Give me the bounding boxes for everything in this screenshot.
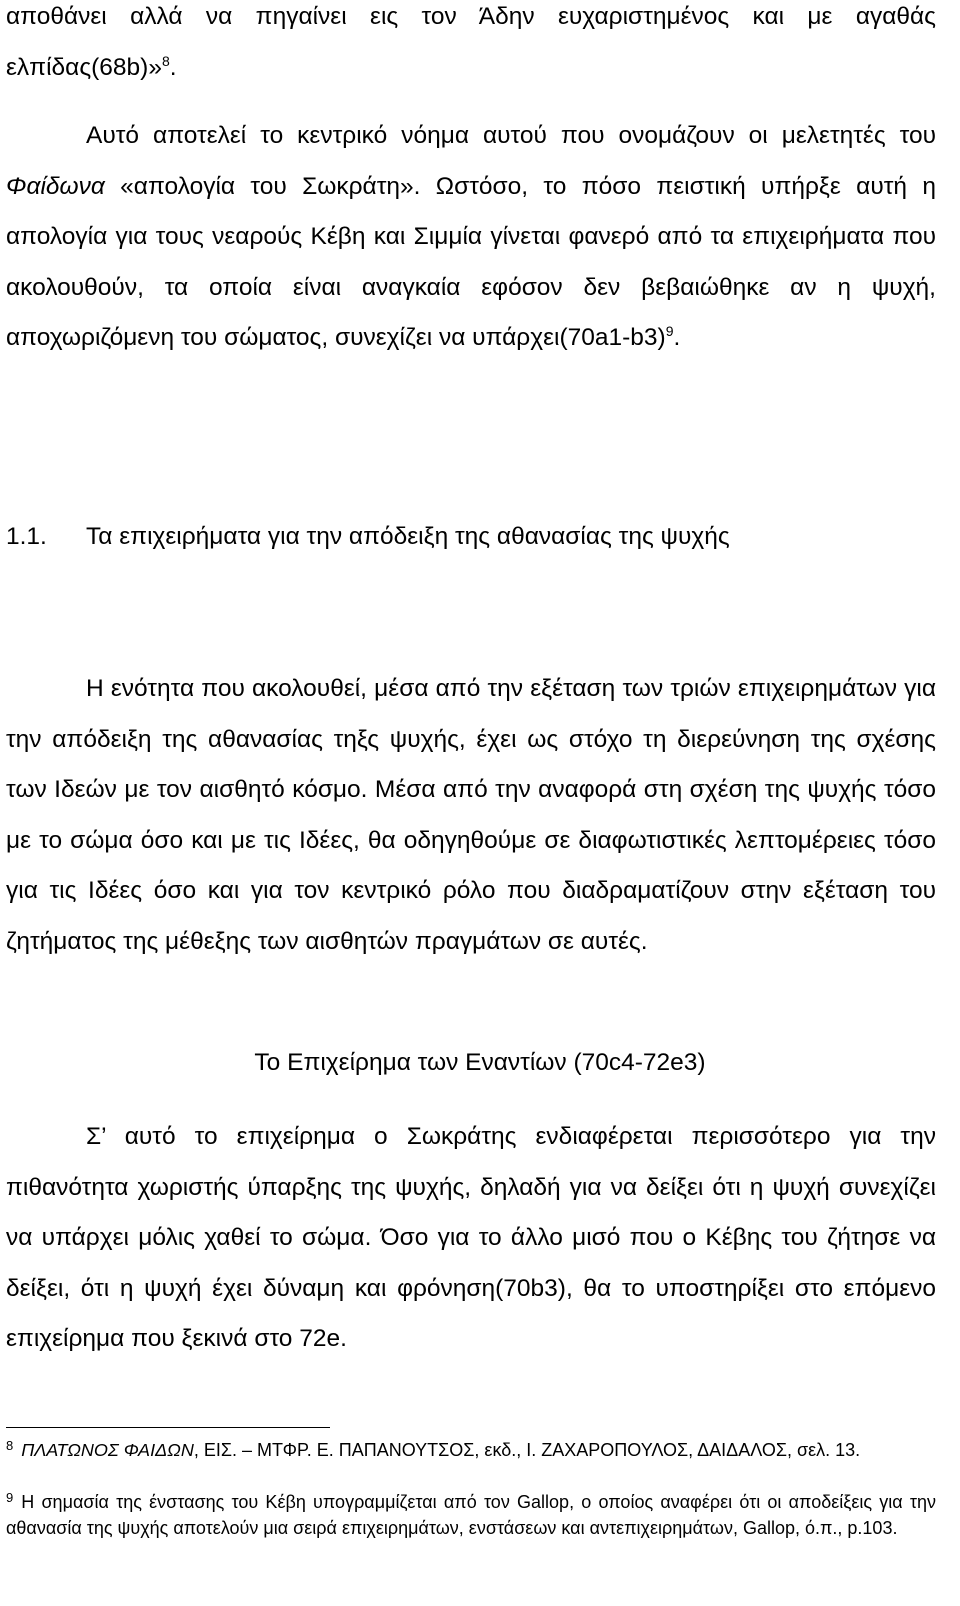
section-heading bbox=[6, 521, 936, 553]
footnote-ref-9[interactable]: 9 bbox=[665, 322, 674, 339]
footnote-separator bbox=[6, 1427, 330, 1428]
paragraph-opposites-argument: Σ’ αυτό το επιχείρημα ο Σωκράτης ενδιαφέρεται περισσότερο για την πιθανότητα χωριστής ύπαρξης της ψυχής, δηλαδή για να δείξει ότι η ψυχή συνεχίζει να υπάρχει μόλις χαθεί το σώμα. Όσο για το άλλο μισό που ο Κέβης του ζήτησε να δείξει, ότι η ψυχή έχει δύναμη και φρόνηση(70b3), θα το υποστηρίξει στο επόμενο επιχείρημα που ξεκινά στο 72e. bbox=[6, 1123, 936, 1352]
footnote-8-italic: ΠΛΑΤΩΝΟΣ ΦΑΙΔΩΝ bbox=[21, 1440, 194, 1460]
continuation-paragraph bbox=[6, 0, 936, 93]
paragraph-apologia bbox=[6, 111, 936, 364]
continuation-end: . bbox=[169, 53, 177, 81]
footnote-8-mark: 8 bbox=[6, 1438, 14, 1453]
paragraph-apologia-part1: Αυτό αποτελεί το κεντρικό νόημα αυτού που ονομάζουν οι μελετητές του bbox=[86, 122, 936, 149]
subsection-heading: Το Επιχείρημα των Εναντίων (70c4-72e3) bbox=[254, 1049, 706, 1076]
section-title: Τα επιχειρήματα για την απόδειξη της αθανασίας της ψυχής bbox=[86, 523, 730, 550]
paragraph-introduction: Η ενότητα που ακολουθεί, μέσα από την εξέταση των τριών επιχειρημάτων για την απόδειξη της αθανασίας τηξς ψυχής, έχει ως στόχο τη διερεύνηση της σχέσης των Ιδεών με τον αισθητό κόσμο. Μέσα από την αναφορά στη σχέση της ψυχής τόσο με το σώμα όσο και με τις Ιδέες, θα οδηγηθούμε σε διαφωτιστικές λεπτομέρειες τόσο για τις Ιδέες όσο και για τον κεντρικό ρόλο που διαδραματίζουν στην εξέταση του ζητήματος της μέθεξης των αισθητών πραγμάτων σε αυτές. bbox=[6, 675, 936, 955]
footnote-ref-8[interactable]: 8 bbox=[161, 52, 170, 69]
paragraph-apologia-end: . bbox=[673, 324, 681, 351]
footnote-9-text: Η σημασία της ένστασης του Κέβη υπογραμμίζεται από τον Gallop, ο οποίος αναφέρει ότι οι αποδείξεις για την αθανασία της ψυχής αποτελούν μια σειρά επιχειρημάτων, ενστάσεων και αντεπιχειρημάτων, Gallop, ό.π., p.103. bbox=[6, 1492, 936, 1538]
paragraph-apologia-italic: Φαίδωνα bbox=[6, 172, 105, 200]
footnote-9-mark: 9 bbox=[6, 1490, 14, 1505]
continuation-text: αποθάνει αλλά να πηγαίνει εις τον Άδην ευχαριστημένος και με αγαθάς ελπίδας(68b)» bbox=[6, 3, 936, 81]
footnote-9 bbox=[6, 1490, 936, 1540]
section-number: 1.1. bbox=[6, 523, 47, 550]
footnote-8 bbox=[6, 1438, 936, 1464]
footnote-8-text: , ΕΙΣ. – ΜΤΦΡ. Ε. ΠΑΠΑΝΟΥΤΣΟΣ, εκδ., Ι. ΖΑΧΑΡΟΠΟΥΛΟΣ, ΔΑΙΔΑΛΟΣ, σελ. 13. bbox=[193, 1440, 861, 1460]
paragraph-apologia-part2: «απολογία του Σωκράτη». Ωστόσο, το πόσο πειστική υπήρξε αυτή η απολογία για τους νεαρούς Κέβη και Σιμμία γίνεται φανερό από τα επιχειρήματα που ακολουθούν, τα οποία είναι αναγκαία εφόσον δεν βεβαιώθηκε αν η ψυχή, αποχωριζόμενη του σώματος, συνεχίζει να υπάρχει(70a1-b3) bbox=[6, 172, 936, 351]
